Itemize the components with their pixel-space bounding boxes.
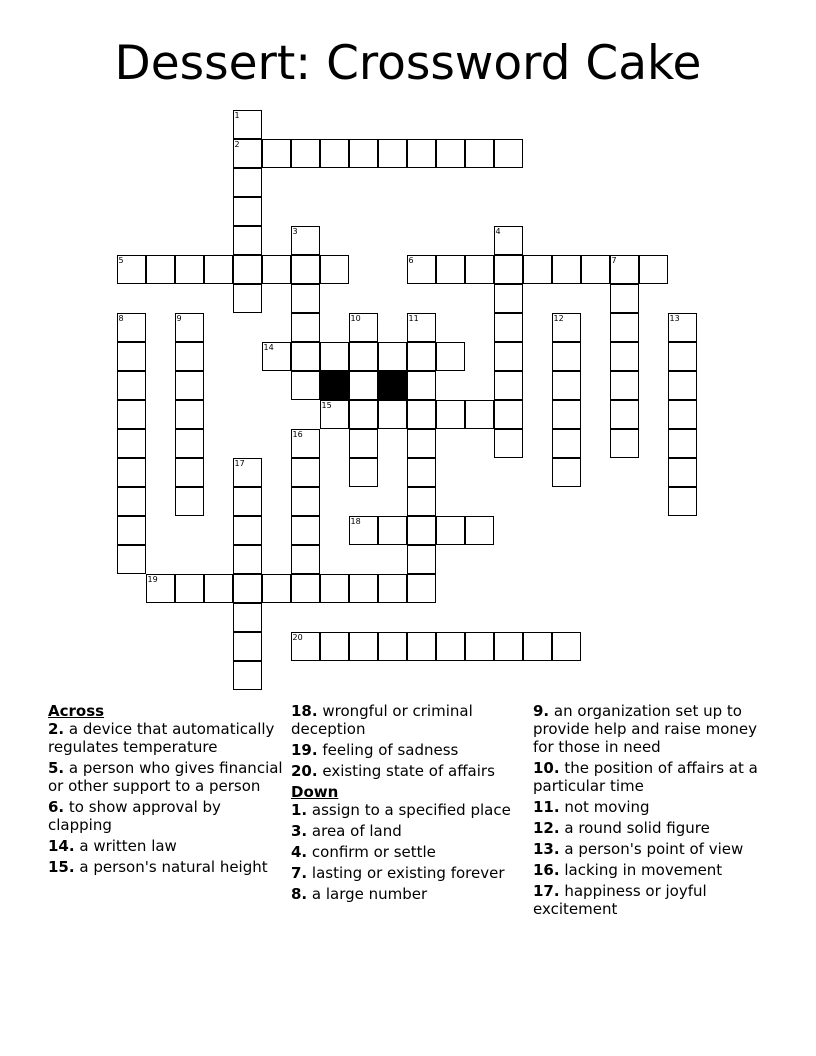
clue-text: a device that automatically regulates temperature — [48, 720, 275, 756]
clue-number: 15 — [321, 400, 332, 410]
clue-num: 14. — [48, 837, 75, 855]
grid-cell[interactable] — [291, 429, 320, 458]
grid-cell[interactable] — [320, 139, 349, 168]
grid-cell[interactable] — [494, 255, 523, 284]
grid-cell[interactable] — [320, 255, 349, 284]
grid-cell[interactable] — [175, 487, 204, 516]
clue-number: 20 — [292, 632, 303, 642]
grid-cell[interactable] — [291, 632, 320, 661]
grid-cell[interactable] — [436, 139, 465, 168]
clue — [48, 858, 288, 876]
grid-cell[interactable] — [378, 632, 407, 661]
clue-number: 8 — [118, 313, 124, 323]
clue-num: 3. — [291, 822, 308, 840]
grid-cell[interactable] — [117, 458, 146, 487]
grid-cell[interactable] — [117, 313, 146, 342]
grid-cell[interactable] — [146, 574, 175, 603]
grid-cell[interactable] — [233, 168, 262, 197]
across-heading: Across — [48, 702, 105, 720]
clue-number: 7 — [611, 255, 617, 265]
grid-cell[interactable] — [610, 313, 639, 342]
grid-cell[interactable] — [552, 400, 581, 429]
grid-cell[interactable] — [610, 429, 639, 458]
clue — [533, 798, 758, 816]
clue-number: 14 — [263, 342, 274, 352]
clue — [291, 762, 531, 780]
grid-cell[interactable] — [291, 487, 320, 516]
clue-num: 4. — [291, 843, 308, 861]
grid-cell[interactable] — [349, 400, 378, 429]
grid-cell[interactable] — [465, 516, 494, 545]
grid-cell[interactable] — [117, 487, 146, 516]
grid-cell[interactable] — [291, 574, 320, 603]
grid-cell[interactable] — [233, 197, 262, 226]
grid-cell[interactable] — [407, 574, 436, 603]
clue-num: 7. — [291, 864, 308, 882]
grid-cell[interactable] — [494, 226, 523, 255]
grid-cell[interactable] — [552, 458, 581, 487]
grid-cell[interactable] — [610, 400, 639, 429]
black-cell — [320, 371, 349, 400]
clue-num: 13. — [533, 840, 560, 858]
grid-cell[interactable] — [407, 313, 436, 342]
grid-cell[interactable] — [233, 545, 262, 574]
grid-cell[interactable] — [494, 313, 523, 342]
grid-cell[interactable] — [668, 487, 697, 516]
grid-cell[interactable] — [233, 284, 262, 313]
clue-text: a person who gives financial or other support to a person — [48, 759, 283, 795]
grid-cell[interactable] — [523, 632, 552, 661]
grid-cell[interactable] — [233, 226, 262, 255]
grid-cell[interactable] — [465, 139, 494, 168]
grid-cell[interactable] — [668, 342, 697, 371]
grid-cell[interactable] — [349, 458, 378, 487]
grid-cell[interactable] — [117, 371, 146, 400]
grid-cell[interactable] — [291, 342, 320, 371]
grid-cell[interactable] — [378, 574, 407, 603]
clue — [291, 741, 531, 759]
grid-cell[interactable] — [610, 371, 639, 400]
clue-number: 3 — [292, 226, 298, 236]
clue-num: 6. — [48, 798, 65, 816]
grid-cell[interactable] — [494, 139, 523, 168]
grid-cell[interactable] — [291, 516, 320, 545]
grid-cell[interactable] — [175, 458, 204, 487]
clue-column-1 — [48, 702, 288, 879]
clue — [48, 720, 288, 756]
grid-cell[interactable] — [262, 342, 291, 371]
clue — [48, 798, 288, 834]
clue-text: happiness or joyful excitement — [533, 882, 707, 918]
grid-cell[interactable] — [436, 516, 465, 545]
clue-num: 11. — [533, 798, 560, 816]
clue-column-3 — [533, 702, 758, 921]
grid-cell[interactable] — [262, 574, 291, 603]
grid-cell[interactable] — [523, 255, 552, 284]
clue-text: a large number — [311, 885, 428, 903]
clue-num: 12. — [533, 819, 560, 837]
grid-cell[interactable] — [494, 429, 523, 458]
grid-cell[interactable] — [668, 371, 697, 400]
down-heading: Down — [291, 783, 339, 801]
clue-text: area of land — [311, 822, 402, 840]
grid-cell[interactable] — [436, 342, 465, 371]
clue — [291, 843, 531, 861]
grid-cell[interactable] — [233, 516, 262, 545]
grid-cell[interactable] — [233, 661, 262, 690]
clue-text: a round solid figure — [564, 819, 710, 837]
grid-cell[interactable] — [436, 400, 465, 429]
clue — [291, 885, 531, 903]
grid-cell[interactable] — [291, 284, 320, 313]
grid-cell[interactable] — [349, 516, 378, 545]
clue-number: 19 — [147, 574, 158, 584]
grid-cell[interactable] — [320, 400, 349, 429]
grid-cell[interactable] — [552, 342, 581, 371]
grid-cell[interactable] — [349, 574, 378, 603]
grid-cell[interactable] — [233, 139, 262, 168]
grid-cell[interactable] — [233, 255, 262, 284]
clue-text: confirm or settle — [311, 843, 436, 861]
black-cell — [378, 371, 407, 400]
grid-cell[interactable] — [610, 284, 639, 313]
grid-cell[interactable] — [233, 632, 262, 661]
grid-cell[interactable] — [668, 429, 697, 458]
grid-cell[interactable] — [291, 545, 320, 574]
clue-num: 1. — [291, 801, 308, 819]
clue — [533, 819, 758, 837]
clue — [48, 759, 288, 795]
clue-number: 10 — [350, 313, 361, 323]
grid-cell[interactable] — [378, 516, 407, 545]
clue-number: 4 — [495, 226, 501, 236]
grid-cell[interactable] — [668, 313, 697, 342]
grid-cell[interactable] — [320, 632, 349, 661]
grid-cell[interactable] — [291, 313, 320, 342]
grid-cell[interactable] — [581, 255, 610, 284]
grid-cell[interactable] — [407, 371, 436, 400]
grid-cell[interactable] — [610, 255, 639, 284]
grid-cell[interactable] — [262, 255, 291, 284]
grid-cell[interactable] — [175, 313, 204, 342]
grid-cell[interactable] — [494, 632, 523, 661]
clue-num: 2. — [48, 720, 65, 738]
grid-cell[interactable] — [407, 429, 436, 458]
clue — [533, 702, 758, 756]
grid-cell[interactable] — [175, 255, 204, 284]
grid-cell[interactable] — [407, 400, 436, 429]
grid-cell[interactable] — [552, 371, 581, 400]
grid-cell[interactable] — [407, 139, 436, 168]
clue-num: 15. — [48, 858, 75, 876]
grid-cell[interactable] — [494, 371, 523, 400]
clue — [533, 882, 758, 918]
clue — [291, 801, 531, 819]
clue-text: the position of affairs at a particular time — [533, 759, 758, 795]
clue — [291, 702, 531, 738]
clue — [291, 822, 531, 840]
clue-num: 10. — [533, 759, 560, 777]
grid-cell[interactable] — [552, 429, 581, 458]
grid-cell[interactable] — [552, 632, 581, 661]
grid-cell[interactable] — [552, 313, 581, 342]
grid-cell[interactable] — [407, 487, 436, 516]
grid-cell[interactable] — [465, 400, 494, 429]
grid-cell[interactable] — [349, 632, 378, 661]
grid-cell[interactable] — [146, 255, 175, 284]
clue-number: 5 — [118, 255, 124, 265]
grid-cell[interactable] — [204, 574, 233, 603]
grid-cell[interactable] — [436, 632, 465, 661]
clue — [533, 861, 758, 879]
clue-text: feeling of sadness — [322, 741, 459, 759]
clue-number: 11 — [408, 313, 419, 323]
grid-cell[interactable] — [117, 255, 146, 284]
clue-text: a person's natural height — [79, 858, 268, 876]
clue-text: wrongful or criminal deception — [291, 702, 473, 738]
clue-text: not moving — [564, 798, 650, 816]
grid-cell[interactable] — [407, 516, 436, 545]
grid-cell[interactable] — [233, 458, 262, 487]
grid-cell[interactable] — [465, 632, 494, 661]
clue-num: 17. — [533, 882, 560, 900]
grid-cell[interactable] — [494, 400, 523, 429]
grid-cell[interactable] — [494, 284, 523, 313]
grid-cell[interactable] — [320, 342, 349, 371]
clue-number: 9 — [176, 313, 182, 323]
clue-number: 13 — [669, 313, 680, 323]
clue-number: 6 — [408, 255, 414, 265]
clue-num: 9. — [533, 702, 550, 720]
grid-cell[interactable] — [291, 371, 320, 400]
clue-text: a written law — [79, 837, 177, 855]
clue-number: 2 — [234, 139, 240, 149]
grid-cell[interactable] — [291, 139, 320, 168]
grid-cell[interactable] — [291, 255, 320, 284]
grid-cell[interactable] — [117, 429, 146, 458]
clue-text: assign to a specified place — [311, 801, 511, 819]
clue-text: to show approval by clapping — [48, 798, 221, 834]
grid-cell[interactable] — [407, 458, 436, 487]
clue-text: an organization set up to provide help and raise money for those in need — [533, 702, 758, 756]
clue-num: 20. — [291, 762, 318, 780]
clue-number: 1 — [234, 110, 240, 120]
grid-cell[interactable] — [639, 255, 668, 284]
grid-cell[interactable] — [378, 139, 407, 168]
grid-cell[interactable] — [494, 342, 523, 371]
clue-num: 19. — [291, 741, 318, 759]
grid-cell[interactable] — [175, 342, 204, 371]
grid-cell[interactable] — [117, 400, 146, 429]
grid-cell[interactable] — [349, 342, 378, 371]
grid-cell[interactable] — [233, 603, 262, 632]
grid-cell[interactable] — [117, 342, 146, 371]
grid-cell[interactable] — [668, 458, 697, 487]
grid-cell[interactable] — [407, 255, 436, 284]
clue-num: 5. — [48, 759, 65, 777]
grid-cell[interactable] — [117, 516, 146, 545]
grid-cell[interactable] — [291, 226, 320, 255]
grid-cell[interactable] — [349, 313, 378, 342]
grid-cell[interactable] — [204, 255, 233, 284]
clue — [48, 837, 288, 855]
clue-number: 16 — [292, 429, 303, 439]
grid-cell[interactable] — [610, 342, 639, 371]
grid-cell[interactable] — [407, 632, 436, 661]
grid-cell[interactable] — [465, 255, 494, 284]
clue — [533, 840, 758, 858]
clue-text: lasting or existing forever — [311, 864, 505, 882]
grid-cell[interactable] — [233, 110, 262, 139]
grid-cell[interactable] — [378, 400, 407, 429]
grid-cell[interactable] — [407, 545, 436, 574]
grid-cell[interactable] — [349, 139, 378, 168]
clue — [291, 864, 531, 882]
grid-cell[interactable] — [668, 400, 697, 429]
grid-cell[interactable] — [552, 255, 581, 284]
grid-cell[interactable] — [349, 371, 378, 400]
grid-cell[interactable] — [349, 429, 378, 458]
clue-text: lacking in movement — [564, 861, 723, 879]
clue — [533, 759, 758, 795]
grid-cell[interactable] — [233, 574, 262, 603]
grid-cell[interactable] — [175, 400, 204, 429]
grid-cell[interactable] — [175, 371, 204, 400]
page-title: Dessert: Crossword Cake — [114, 36, 702, 91]
clue-num: 18. — [291, 702, 318, 720]
grid-cell[interactable] — [262, 139, 291, 168]
clue-text: existing state of affairs — [322, 762, 495, 780]
grid-cell[interactable] — [175, 429, 204, 458]
clue-num: 16. — [533, 861, 560, 879]
clue-column-2 — [291, 702, 531, 906]
grid-cell[interactable] — [291, 458, 320, 487]
clue-number: 12 — [553, 313, 564, 323]
clue-number: 17 — [234, 458, 245, 468]
grid-cell[interactable] — [117, 545, 146, 574]
grid-cell[interactable] — [233, 487, 262, 516]
clue-number: 18 — [350, 516, 361, 526]
grid-cell[interactable] — [320, 574, 349, 603]
grid-cell[interactable] — [378, 342, 407, 371]
grid-cell[interactable] — [175, 574, 204, 603]
grid-cell[interactable] — [407, 342, 436, 371]
clue-num: 8. — [291, 885, 308, 903]
grid-cell[interactable] — [436, 255, 465, 284]
clue-text: a person's point of view — [564, 840, 744, 858]
